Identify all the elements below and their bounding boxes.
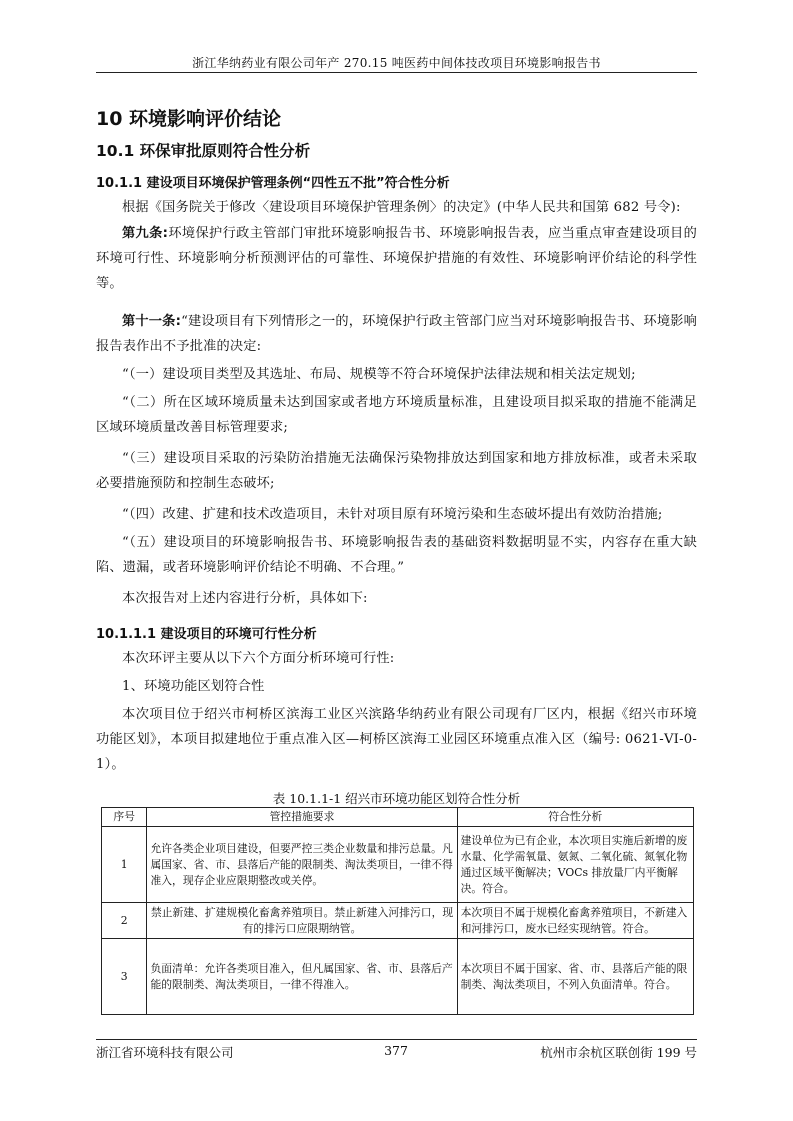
row-analysis: 本次项目不属于国家、省、市、县落后产能的限制类、淘汰类项目，不列入负面清单。符合。 xyxy=(457,939,693,1015)
compliance-table xyxy=(101,807,694,1015)
row-analysis: 建设单位为已有企业，本次项目实施后新增的废水量、化学需氧量、氨氮、二氧化硫、氮氧化物通过区域平衡解决；VOCs 排放量厂内平衡解决。符合。 xyxy=(457,827,693,903)
article-11-lead: 第十一条: xyxy=(122,314,182,329)
article-11-body: “建设项目有下列情形之一的，环境保护行政主管部门应当对环境影响报告书、环境影响报告表作出不予批准的决定: xyxy=(96,314,697,355)
table-row xyxy=(102,903,694,939)
row-requirement: 允许各类企业项目建设，但要严控三类企业数量和排污总量。凡属国家、省、市、县落后产能的限制类、淘汰类项目，一律不得准入，现存企业应限期整改或关停。 xyxy=(147,827,457,903)
header-requirement: 管控措施要求 xyxy=(147,808,457,827)
footer-divider xyxy=(96,1039,697,1040)
section-title: 10.1 环保审批原则符合性分析 xyxy=(96,142,311,160)
row-number: 1 xyxy=(102,827,147,903)
clause-3: “（三）建设项目采取的污染防治措施无法确保污染物排放达到国家和地方排放标准，或者未采取必要措施预防和控制生态破坏; xyxy=(96,451,697,492)
subsubsection-title: 10.1.1.1 建设项目的环境可行性分析 xyxy=(96,627,317,642)
row-number: 3 xyxy=(102,939,147,1015)
clause-4: “（四）改建、扩建和技术改造项目，未针对项目原有环境污染和生态破坏提出有效防治措施; xyxy=(122,507,663,522)
footer-company: 浙江省环境科技有限公司 xyxy=(96,1045,234,1060)
paragraph-location: 本次项目位于绍兴市柯桥区滨海工业区兴滨路华纳药业有限公司现有厂区内，根据《绍兴市环境功能区划》，本项目拟建地位于重点准入区—柯桥区滨海工业园区环境重点准入区（编号: 0621-VI-0-1）。 xyxy=(96,707,697,773)
article-9-body: 环境保护行政主管部门审批环境影响报告书、环境影响报告表，应当重点审查建设项目的环境可行性、环境影响分析预测评估的可靠性、环境保护措施的有效性、环境影响评价结论的科学性等。 xyxy=(96,226,697,292)
paragraph-intro: 根据《国务院关于修改〈建设项目环境保护管理条例〉的决定》(中华人民共和国第 682 号令): xyxy=(122,200,681,215)
clause-5: “（五）建设项目的环境影响报告书、环境影响报告表的基础资料数据明显不实，内容存在重大缺陷、遗漏，或者环境影响评价结论不明确、不合理。” xyxy=(96,535,697,576)
table-caption: 表 10.1.1-1 绍兴市环境功能区划符合性分析 xyxy=(272,791,521,806)
clause-1: “（一）建设项目类型及其选址、布局、规模等不符合环境保护法律法规和相关法定规划; xyxy=(122,367,636,382)
paragraph-six-aspects: 本次环评主要从以下六个方面分析环境可行性: xyxy=(122,651,395,666)
running-header: 浙江华纳药业有限公司年产 270.15 吨医药中间体技改项目环境影响报告书 xyxy=(192,56,601,70)
row-requirement: 负面清单：允许各类项目准入，但凡属国家、省、市、县落后产能的限制类、淘汰类项目，一律不得准入。 xyxy=(147,939,457,1015)
row-number: 2 xyxy=(102,903,147,939)
footer-address: 杭州市余杭区联创街 199 号 xyxy=(540,1045,697,1060)
subsection-title: 10.1.1 建设项目环境保护管理条例“四性五不批”符合性分析 xyxy=(96,176,450,191)
header-no: 序号 xyxy=(102,808,147,827)
chapter-title: 10 环境影响评价结论 xyxy=(96,108,282,130)
paragraph-item-1: 1、环境功能区划符合性 xyxy=(122,679,265,694)
table-row xyxy=(102,939,694,1015)
article-9-lead: 第九条: xyxy=(122,226,169,241)
header-divider xyxy=(96,72,697,73)
clause-2: “（二）所在区域环境质量未达到国家或者地方环境质量标准，且建设项目拟采取的措施不能满足区域环境质量改善目标管理要求; xyxy=(96,395,697,436)
row-requirement: 禁止新建、扩建规模化畜禽养殖项目。禁止新建入河排污口，现有的排污口应限期纳管。 xyxy=(147,903,457,939)
table-row xyxy=(102,827,694,903)
paragraph-article-9 xyxy=(96,221,697,297)
row-analysis: 本次项目不属于规模化畜禽养殖项目，不新建入和河排污口，废水已经实现纳管。符合。 xyxy=(457,903,693,939)
table-header-row xyxy=(102,808,694,827)
paragraph-article-11 xyxy=(96,309,697,359)
header-analysis: 符合性分析 xyxy=(457,808,693,827)
page-number: 377 xyxy=(384,1043,408,1058)
paragraph-analysis-intro: 本次报告对上述内容进行分析，具体如下: xyxy=(122,591,368,606)
